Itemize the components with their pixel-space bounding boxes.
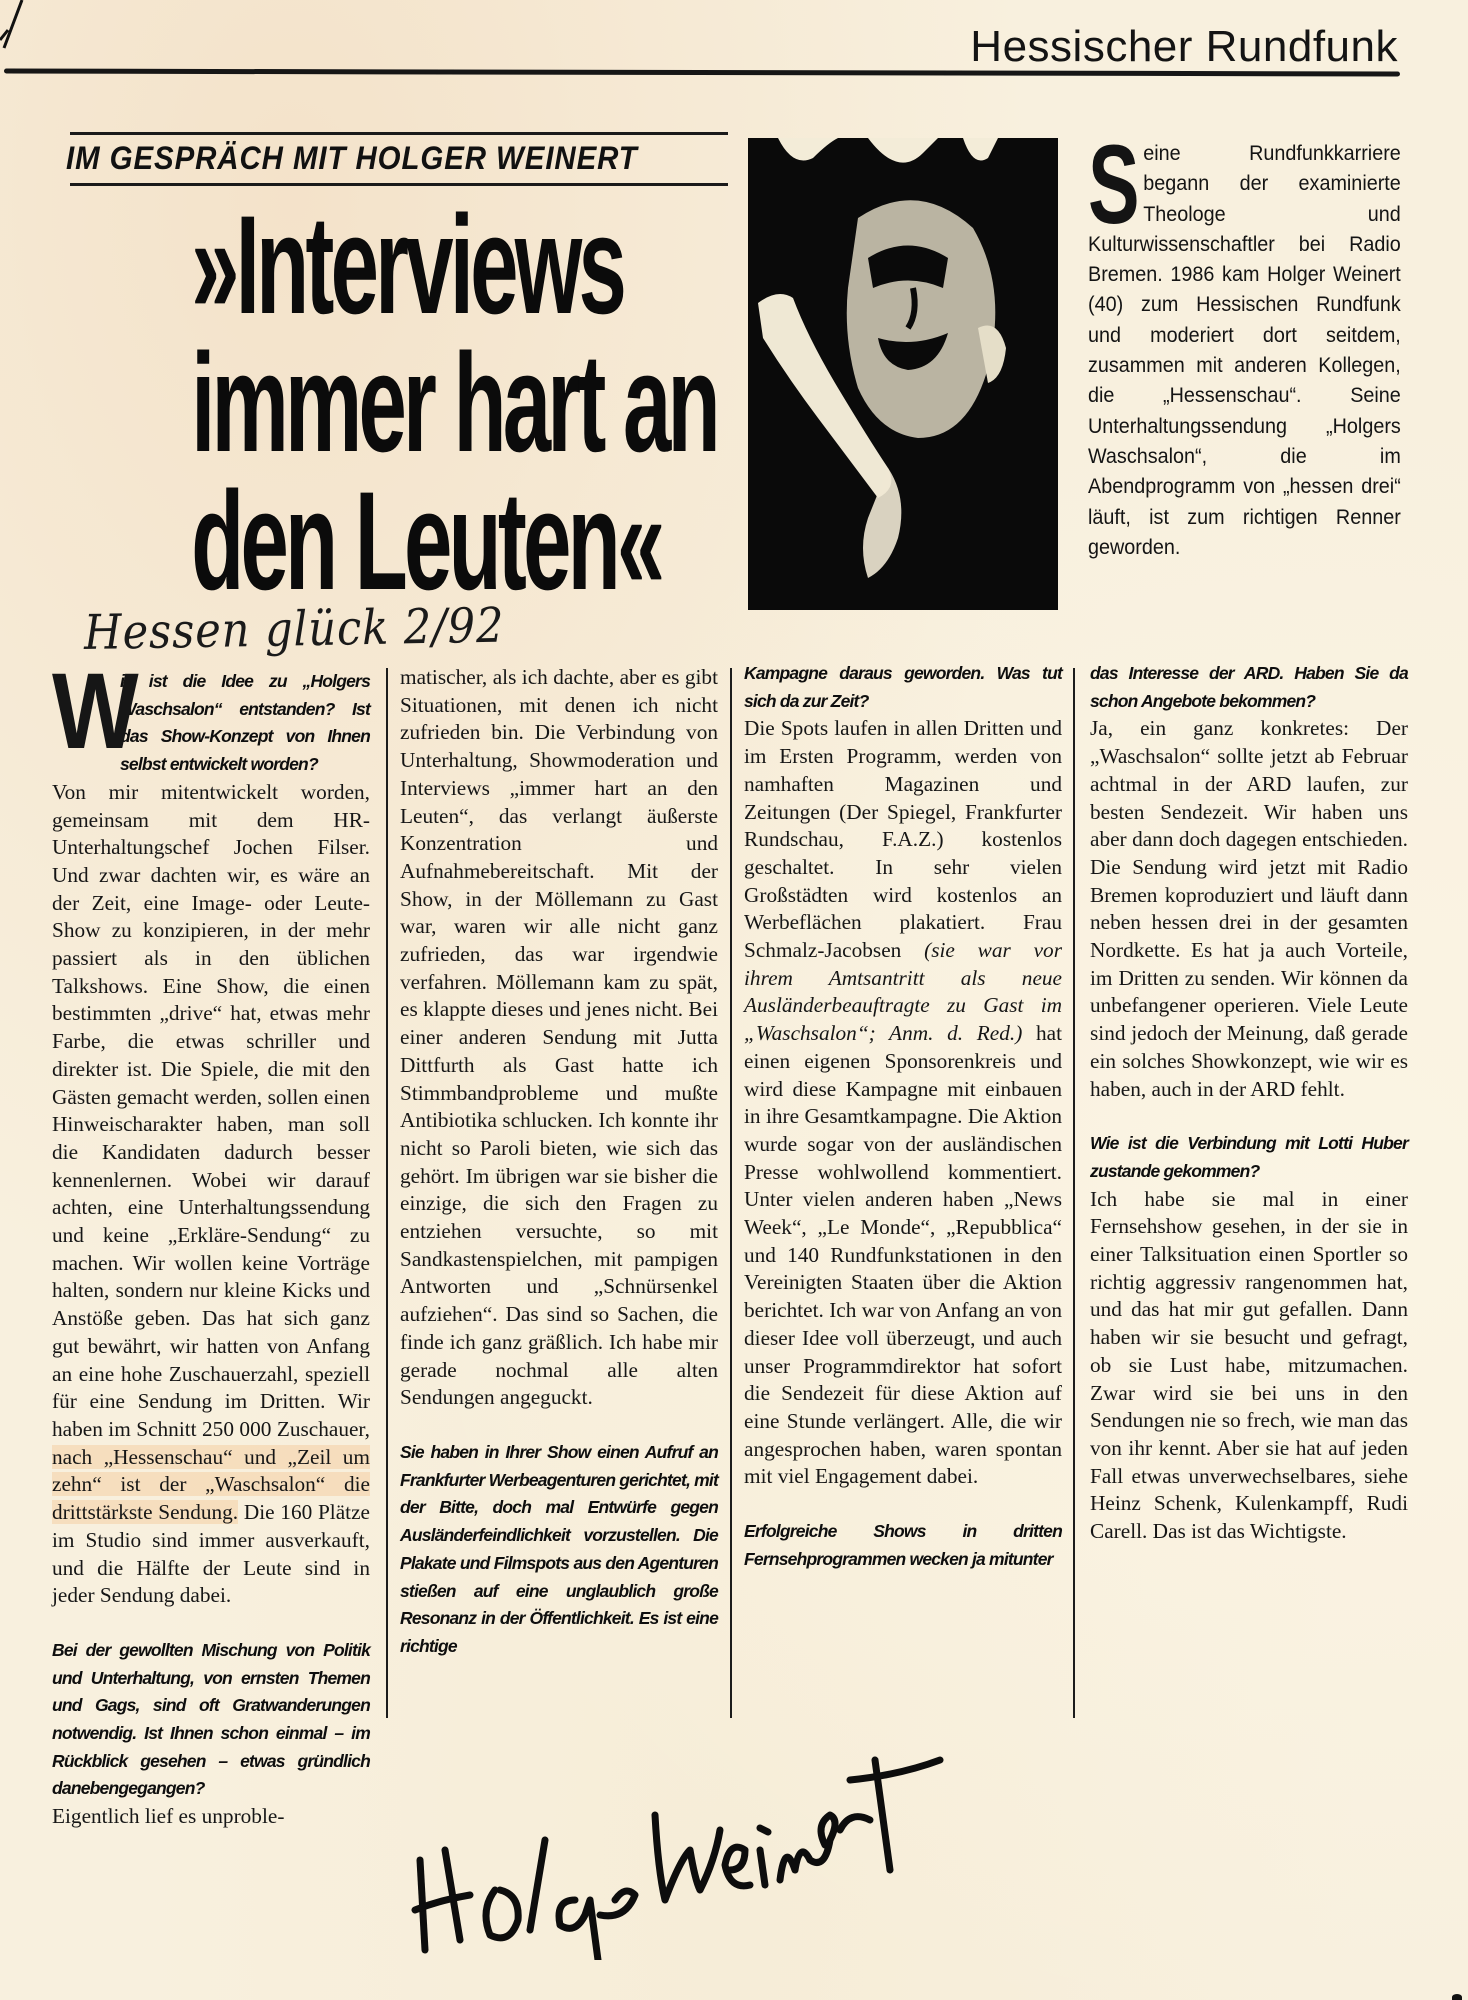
interview-answer: Ja, ein ganz konkretes: Der „Waschsalon“ sollte jetzt ab Februar achtmal in der ARD laufen, zur besten Sendezeit. Wir haben uns aber dann doch dagegen entschieden. Die Sendung wird jetzt mit Radio Bremen koproduziert und läuft dann neben hessen drei in der gesamten Nordkette. Es hat ja auch Vorteile, im Dritten zu senden. Wir können da unbefangener operieren. Viele Leute sind jedoch der Meinung, daß gerade ein solches Showkonzept, wie wir es haben, auch in der ARD fehlt. <box>1090 716 1408 1101</box>
interview-answer <box>744 715 1062 1491</box>
interview-question: ie ist die Idee zu „Holgers Waschsalon“ entstanden? Ist das Show-Konzept von Ihnen selbst entwickelt worden? <box>120 671 370 775</box>
interview-answer: Ich habe sie mal in einer Fernsehshow gesehen, in der sie in einer Talksituation einen Sportler so richtig aggressiv rangenommen hat, und das hat mir gut gefallen. Dann haben wir sie besucht und gefragt, ob sie Lust habe, mitzumachen. Zwar wird sie bei uns in den Sendungen nie so frech, wie man das von ihr kennt. Aber sie hat auf jeden Fall etwas unverwechselbares, siehe Heinz Schenk, Kulenkampff, Rudi Carell. Das ist das Wichtigste. <box>1090 1186 1408 1544</box>
article-kicker: IM GESPRÄCH MIT HOLGER WEINERT <box>66 140 638 176</box>
interview-answer: matischer, als ich dachte, aber es gibt Situationen, mit denen ich nicht zufrieden bin. Die Verbindung von Unterhaltung, Showmoderation und Interviews „immer hart an den Leuten“, das verlangt äußerste Konzentration und Aufnahmebereitschaft. Mit der Show, in der Möllemann zu Gast war, waren wir alle nicht ganz zufrieden, das war irgendwie verfahren. Möllemann kam zu spät, es klappte dieses und jenes nicht. Bei einer anderen Sendung mit Jutta Dittfurth als Gast hatte ich Stimmbandprobleme und mußte Antibiotika schlucken. Ich konnte ihr nicht so Paroli bieten, wie sich das gehört. Im übrigen war sie bisher die einzige, die sich den Fragen zu entziehen versuchte, so mit Sandkastenspielchen, mit pampigen Antworten und „Schnürsenkel aufziehen“. Das sind so Sachen, die finde ich ganz gräßlich. Ich habe mir gerade nochmal alle alten Sendungen angeguckt. <box>400 665 718 1410</box>
portrait-image <box>748 138 1058 610</box>
column-divider <box>730 668 732 1718</box>
article-headline <box>62 186 742 619</box>
corner-pen-mark <box>0 0 30 60</box>
interview-question: Bei der gewollten Mischung von Politik und Unterhaltung, von ernsten Themen und Gags, sind oft Gratwanderungen notwendig. Ist Ihnen schon einmal – im Rückblick gesehen – etwas gründlich danebengegangen? <box>52 1639 370 1799</box>
column-divider <box>1073 668 1075 1718</box>
intro-text: eine Rundfunkkarriere begann der examinierte Theologe und Kulturwissenschaftler bei Radio Bremen. 1986 kam Holger Weinert (40) zum Hessischen Rundfunk und moderiert dort seitdem, zusammen mit anderen Kollegen, die „Hessenschau“. Seine Unterhaltungssendung „Holgers Waschsalon“, die im Abendprogramm von „hessen drei“ läuft, ist zum richtigen Renner geworden. <box>1088 141 1401 559</box>
interview-answer <box>52 779 370 1610</box>
answer-text: Von mir mitentwickelt worden, gemeinsam mit dem HR-Unterhaltungschef Jochen Filser. Und zwar dachten wir, es wäre an der Zeit, eine Image- oder Leute-Show zu konzipieren, in der mehr passiert als in den üblichen Talkshows. Eine Show, die einen bestimmten „drive“ hat, etwas mehr Farbe, die etwas schriller und direkter ist. Die Spiele, die mit den Gästen gemacht werden, sollen einen Hinweischarakter haben, man soll die Kandidaten dadurch besser kennenlernen. Wobei wir darauf achten, eine Unterhaltungssendung und keine „Erkläre-Sendung“ zu machen. Wir wollen keine Vorträge halten, sondern nur kleine Kicks und Anstöße geben. Das hat sich ganz gut bewährt, wir hatten von Anfang an eine hohe Zuschauerzahl, speziell für eine Sendung im Dritten. Wir haben im Schnitt 250 000 Zuschauer, <box>52 779 370 1441</box>
page-corner-mark <box>1452 1994 1462 2000</box>
article-intro <box>1088 122 1401 562</box>
handwritten-source-note: Hessen glück 2/92 <box>83 597 505 661</box>
answer-text: Die Spots laufen in allen Dritten und im Ersten Programm, werden von namhaften Magazinen und Zeitungen (Der Spiegel, Frankfurter Rundschau, F.A.Z.) kostenlos geschaltet. In sehr vielen Großstädten wird kostenlos an Werbeflächen plakatiert. Frau Schmalz-Jacobsen <box>744 716 1062 963</box>
answer-text: Die 160 Plätze im Studio sind immer ausverkauft, und die Hälfte der Leute sind in jeder Sendung dabei. <box>52 1500 370 1608</box>
handwritten-signature <box>400 1720 1400 1960</box>
article-column-3 <box>744 660 1062 1574</box>
question-dropcap: W <box>52 650 139 771</box>
interview-question: Kampagne daraus geworden. Was tut sich da zur Zeit? <box>744 663 1062 711</box>
article-column-2 <box>400 664 718 1661</box>
interview-question: Wie ist die Verbindung mit Lotti Huber zustande gekommen? <box>1090 1133 1408 1181</box>
interview-question: das Interesse der ARD. Haben Sie da schon Angebote bekommen? <box>1090 663 1408 711</box>
kicker-rule-top <box>70 132 728 135</box>
article-column-1 <box>52 650 370 1831</box>
headline-line: »Interviews <box>191 186 624 343</box>
article-column-4 <box>1090 660 1408 1546</box>
interview-answer: Eigentlich lief es unproble- <box>52 1804 285 1829</box>
headline-line: immer hart an <box>191 324 717 481</box>
headline-line: den Leuten« <box>191 462 662 619</box>
answer-text: hat einen eigenen Sponsorenkreis und wird diese Kampagne mit einbauen in ihre Gesamtkampagne. Die Aktion wurde sogar von der ausländischen Presse wohlwollend kommentiert. Unter vielen anderen haben „News Week“, „Le Monde“, „Repubblica“ und 140 Rundfunkstationen in den Vereinigten Staaten über die Aktion berichtet. Ich war von Anfang an von dieser Idee voll überzeugt, und auch unser Programmdirektor hat sofort die Sendezeit für diese Aktion auf eine Stunde verlängert. Alle, die wir angesprochen haben, waren spontan mit viel Engagement dabei. <box>744 1021 1063 1489</box>
portrait-photo <box>748 138 1058 610</box>
intro-dropcap: S <box>1088 122 1140 247</box>
section-title: Hessischer Rundfunk <box>970 22 1398 71</box>
interview-question: Erfolgreiche Shows in dritten Fernsehprogrammen wecken ja mitunter <box>744 1521 1062 1569</box>
highlighted-passage: nach „Hessenschau“ und „Zeil um zehn“ ist der „Waschsalon“ die drittstärkste Sendung. <box>52 1444 370 1525</box>
column-divider <box>386 668 388 1718</box>
editor-note: (sie war vor ihrem Amtsantritt als neue Ausländerbeauftragte zu Gast im „Waschsalon“; Anm. d. Red.) <box>744 938 1062 1046</box>
interview-question: Sie haben in Ihrer Show einen Aufruf an Frankfurter Werbeagenturen gerichtet, mit der Bitte, doch mal Entwürfe gegen Ausländerfeindlichkeit vorzustellen. Die Plakate und Filmspots aus den Agenturen stießen auf eine unglaublich große Resonanz in der Öffentlichkeit. Es ist eine richtige <box>400 1441 718 1656</box>
